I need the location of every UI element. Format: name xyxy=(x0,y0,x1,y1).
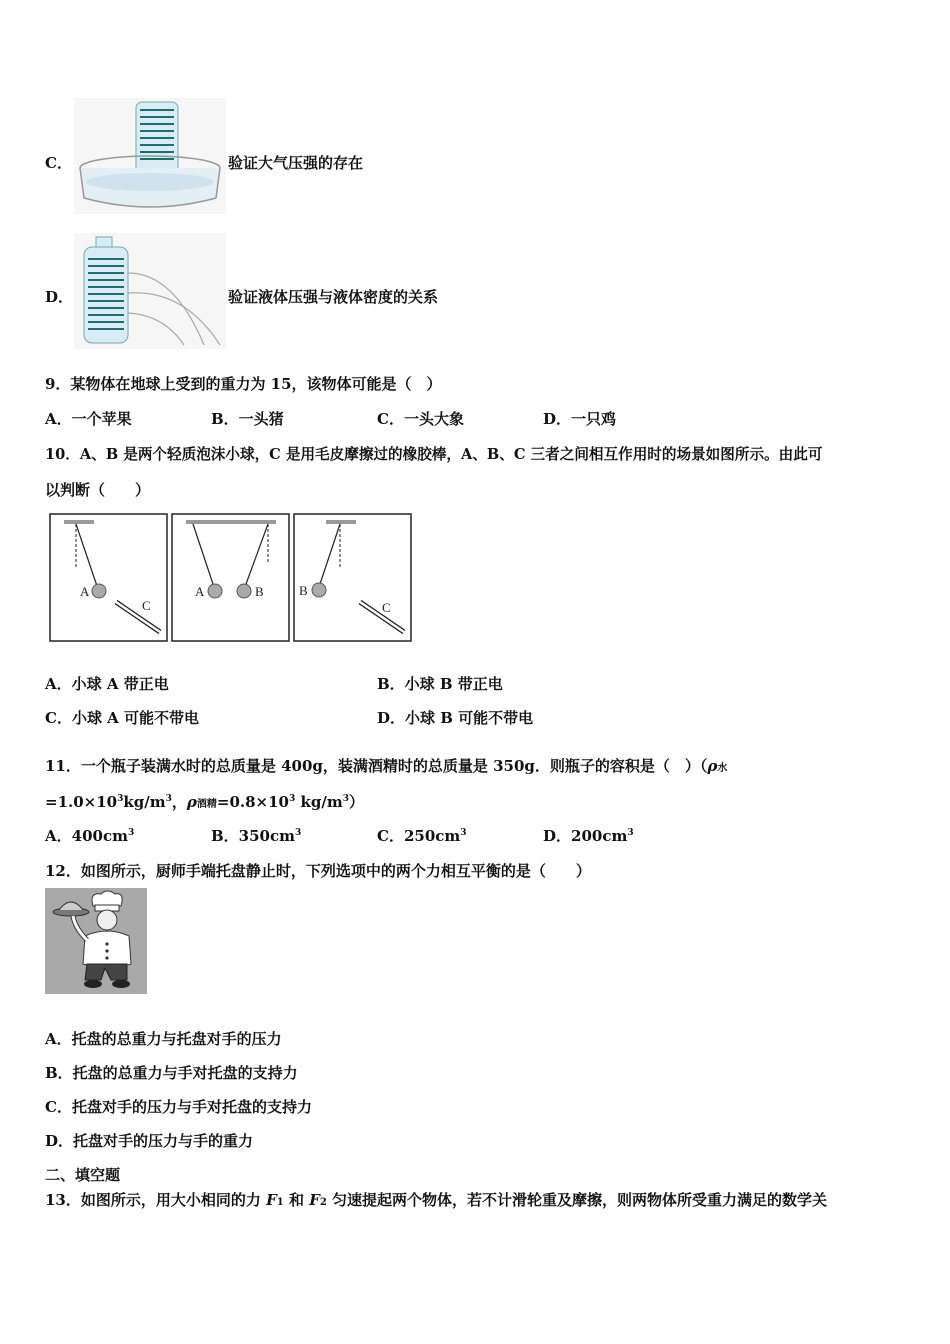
ball-a-1 xyxy=(92,584,106,598)
ball-b-2 xyxy=(237,584,251,598)
q9-option-a: A．一个苹果 xyxy=(45,410,132,428)
q13-and: 和 xyxy=(283,1191,310,1209)
q10-stem-line1: 10．A、B 是两个轻质泡沫小球，C 是用毛皮摩擦过的橡胶棒，A、B、C 三者之间相互作用时的场景如图所示。由此可 xyxy=(45,446,823,463)
q9-option-c: C．一头大象 xyxy=(377,410,464,428)
rho-alcohol: ρ xyxy=(186,793,197,811)
q8-option-d-letter: D． xyxy=(45,288,74,306)
water-density-exp: 3 xyxy=(117,794,124,804)
label-a-2: A xyxy=(195,584,205,599)
q12-stem: 12．如图所示，厨师手端托盘静止时，下列选项中的两个力相互平衡的是（ ） xyxy=(45,862,591,880)
chef-holding-tray-icon xyxy=(45,888,147,994)
q8-option-d-text: 验证液体压强与液体密度的关系 xyxy=(228,288,439,306)
q13-stem xyxy=(45,1189,827,1210)
bottle-in-water-dish-icon xyxy=(74,98,226,214)
q11-stem xyxy=(45,755,727,776)
q12-option-c: C．托盘对手的压力与手对托盘的支持力 xyxy=(45,1098,312,1116)
label-c-1: C xyxy=(142,598,151,613)
alcohol-density-value: =0.8×10 xyxy=(216,793,289,811)
q10-option-a: A．小球 A 带正电 xyxy=(45,675,169,693)
label-a-1: A xyxy=(80,584,90,599)
q13-text-2: 匀速提起两个物体，若不计滑轮重及摩擦，则两物体所受重力满足的数学关 xyxy=(326,1191,828,1209)
q9-stem: 9．某物体在地球上受到的重力为 15，该物体可能是（ ） xyxy=(45,375,442,393)
alcohol-density-unit-exp: 3 xyxy=(342,794,349,804)
water-density-value: =1.0×10 xyxy=(45,793,118,811)
density-separator: ， xyxy=(171,793,187,811)
alcohol-subscript: 酒精 xyxy=(196,799,217,810)
q12-option-b: B．托盘的总重力与手对托盘的支持力 xyxy=(45,1064,298,1082)
q12-option-d: D．托盘对手的压力与手的重力 xyxy=(45,1132,254,1150)
q11-option-d: D．$200cm^3$ xyxy=(543,827,634,845)
q10-option-d: D．小球 B 可能不带电 xyxy=(377,709,534,727)
label-b-2: B xyxy=(255,584,264,599)
alcohol-density-unit: kg/m xyxy=(295,793,343,811)
q13-text-1: 13．如图所示，用大小相同的力 xyxy=(45,1191,267,1209)
panel-2-support xyxy=(186,520,276,524)
rho-water: ρ xyxy=(707,757,718,775)
q8-option-c-letter: C． xyxy=(45,154,72,172)
bottle-water-jets-icon xyxy=(74,233,226,349)
water-subscript: 水 xyxy=(717,763,728,774)
section-title-fill-in: 二、填空题 xyxy=(45,1166,121,1184)
alcohol-density-exp: 3 xyxy=(288,794,296,804)
q9-option-b: B．一头猪 xyxy=(211,410,284,428)
ball-b-3 xyxy=(312,583,326,597)
water-density-unit-exp: 3 xyxy=(165,794,172,804)
force-f1-symbol: F xyxy=(266,1191,277,1209)
q11-stem-text: 11．一个瓶子装满水时的总质量是 400g，装满酒精时的总质量是 350g．则瓶子的容积是（ ）（ xyxy=(45,757,708,775)
force-f1-sub: 1 xyxy=(276,1197,284,1208)
force-f2-sub: 2 xyxy=(319,1197,327,1208)
q9-option-d: D．一只鸡 xyxy=(543,410,617,428)
q10-option-b: B．小球 B 带正电 xyxy=(377,675,503,693)
panel-3-support xyxy=(326,520,356,524)
force-f2-symbol: F xyxy=(309,1191,320,1209)
q11-option-c: C．$250cm^3$ xyxy=(377,827,467,845)
q11-density-line xyxy=(45,791,364,812)
water-density-unit: kg/m xyxy=(123,793,166,811)
q11-option-b: B．$350cm^3$ xyxy=(211,827,302,845)
q8-option-c-text: 验证大气压强的存在 xyxy=(228,154,364,172)
q10-stem-line2: 以判断（ ） xyxy=(45,481,151,499)
label-b-3: B xyxy=(299,583,308,598)
q12-option-a: A．托盘的总重力与托盘对手的压力 xyxy=(45,1030,282,1048)
q11-option-a: A．$400cm^3$ xyxy=(45,827,135,845)
panel-1-support xyxy=(64,520,94,524)
panel-2-frame xyxy=(172,514,289,641)
density-close: ） xyxy=(348,793,364,811)
label-c-3: C xyxy=(382,600,391,615)
q10-pendulum-figure xyxy=(48,512,414,644)
q10-option-c: C．小球 A 可能不带电 xyxy=(45,709,200,727)
ball-a-2 xyxy=(208,584,222,598)
